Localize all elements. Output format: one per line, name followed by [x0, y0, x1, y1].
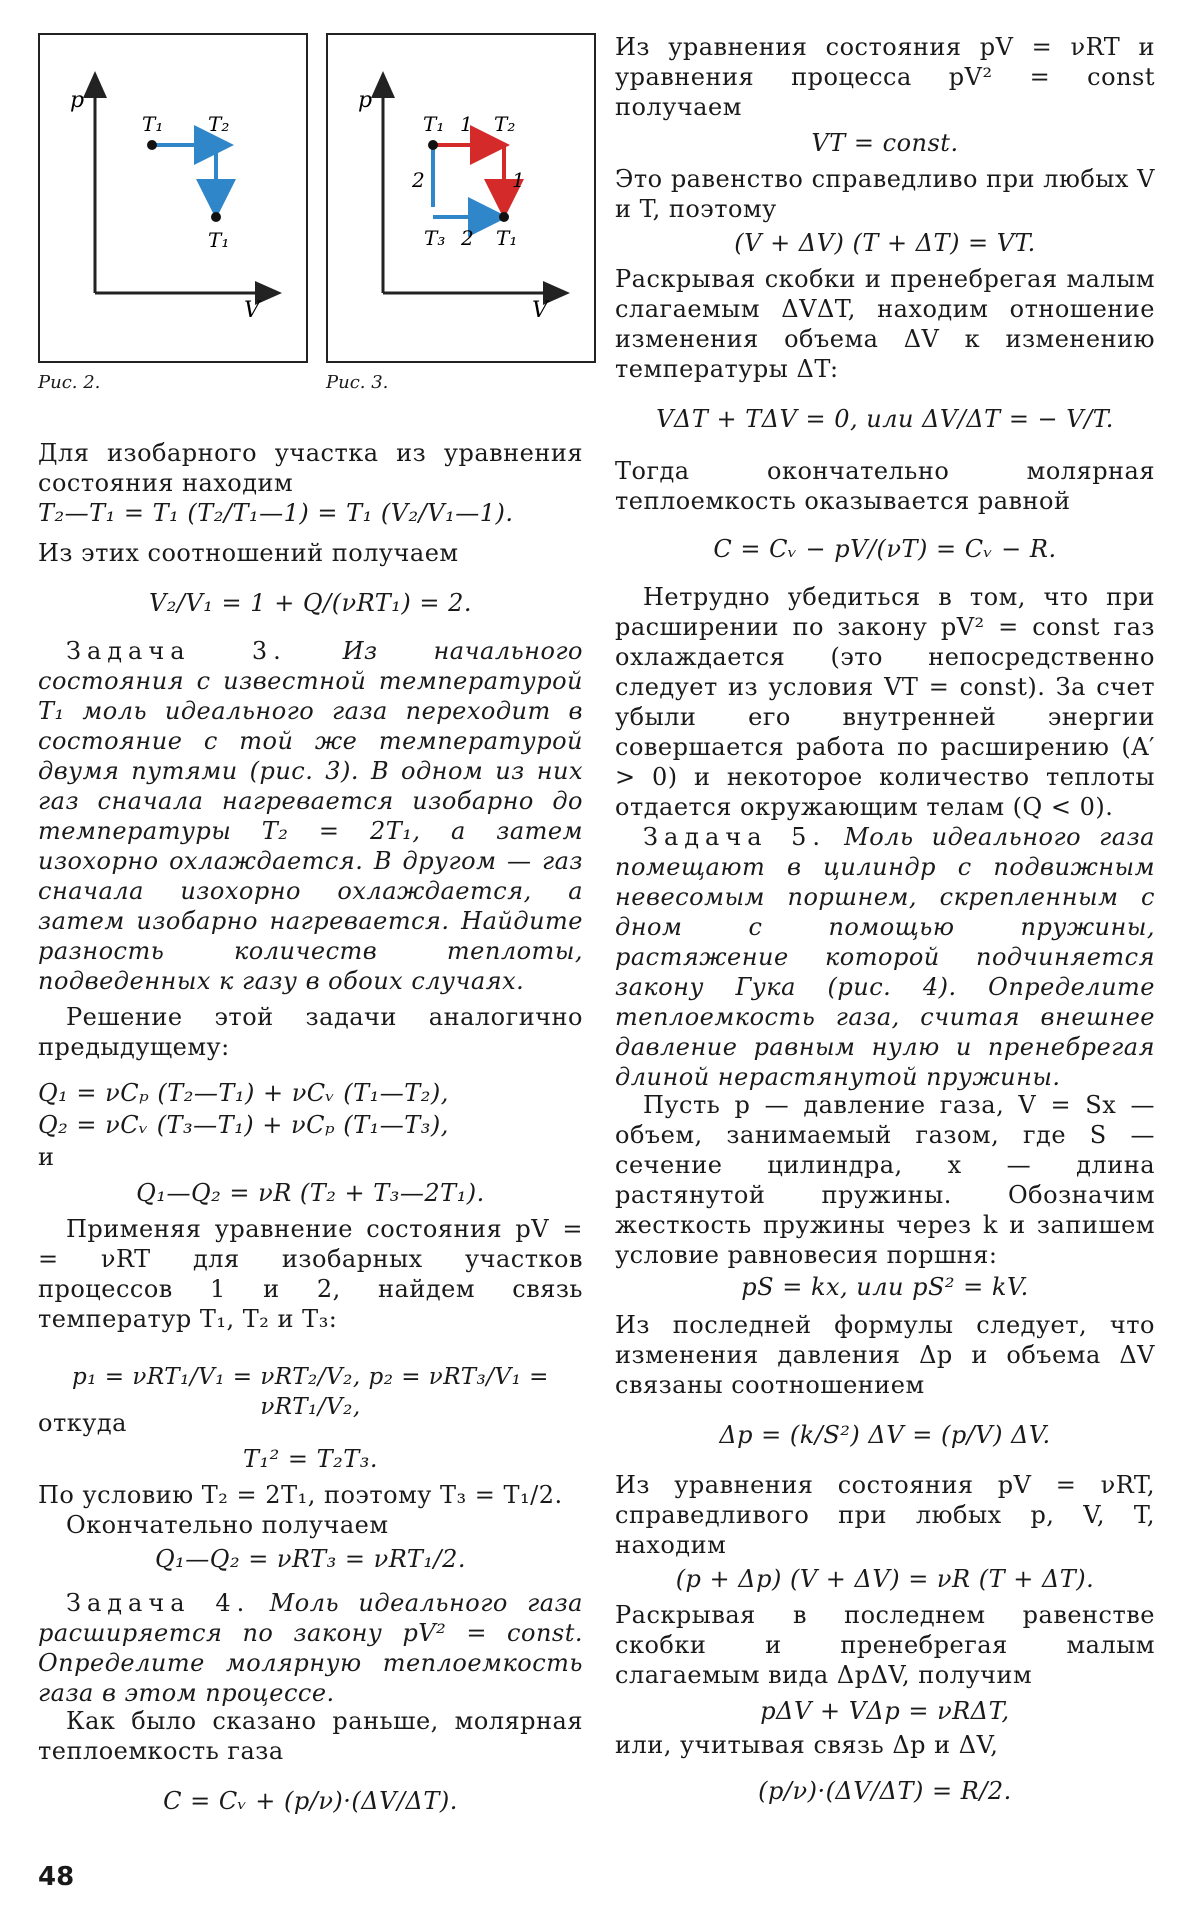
figure-2 — [38, 33, 308, 363]
task-5 — [615, 822, 1155, 1092]
text-paragraph: Из уравнения состояния pV = νRT и уравнения процесса pV² = const получаем — [615, 33, 1155, 121]
label-path1-right: 1 — [512, 168, 525, 192]
text-paragraph: Из последней формулы следует, что изменения давления Δp и объема ΔV связаны соотношением — [615, 1311, 1155, 1399]
text-paragraph: Для изобарного участка из уравнения состояния находим — [38, 439, 583, 497]
equation: V₂/V₁ = 1 + Q/(νRT₁) = 2. — [148, 589, 473, 617]
equation: (V + ΔV) (T + ΔT) = VT. — [734, 229, 1036, 257]
equation: Q₁—Q₂ = νRT₃ = νRT₁/2. — [154, 1545, 467, 1573]
task-label: Задача 5. — [643, 823, 827, 851]
task-4 — [38, 1588, 583, 1708]
point-t1-end — [211, 212, 221, 222]
text-paragraph: Это равенство справедливо при любых V и T, поэтому — [615, 165, 1155, 223]
task-text: Моль идеального газа помещают в цилиндр с подвижным невесомым поршнем, скрепленным с дном с помощью пружины, растяжение которой подчиняется закону Гука (рис. 4). Определите теплоемкость газа, считая внешнее давление равным нулю и пренебрегая длиной нерастянутой пружины. — [615, 823, 1155, 1091]
equation: C = Cᵥ − pV/(νT) = Cᵥ − R. — [713, 535, 1057, 563]
text-paragraph: или, учитывая связь Δp и ΔV, — [615, 1731, 999, 1759]
text-paragraph: Как было сказано раньше, молярная теплоемкость газа — [38, 1707, 583, 1765]
point-start — [428, 140, 438, 150]
label-t1: T₁ — [423, 112, 445, 136]
text-word: и — [38, 1143, 55, 1171]
figure-2-graph — [40, 35, 306, 361]
figure-3-caption: Рис. 3. — [326, 372, 389, 393]
equation: pS = kx, или pS² = kV. — [741, 1273, 1029, 1301]
text-paragraph: Тогда окончательно молярная теплоемкость оказывается равной — [615, 457, 1155, 515]
page-number: 48 — [38, 1862, 75, 1892]
text-paragraph: Раскрывая скобки и пренебрегая малым слагаемым ΔVΔT, находим отношение изменения объема ΔV к изменению температуры ΔT: — [615, 265, 1155, 383]
text-paragraph: Нетрудно убедиться в том, что при расширении по закону pV² = const газ охлаждается (это непосредственно следует из условия VT = const). За счет убыли его внутренней энергии совершается работа по расширению (A′ > 0) и некоторое количество теплоты отдается окружающим телам (Q < 0). — [615, 583, 1155, 821]
label-t1-bottom: T₁ — [208, 228, 230, 252]
figure-2-caption: Рис. 2. — [38, 372, 101, 393]
text-paragraph: Раскрывая в последнем равенстве скобки и пренебрегая малым слагаемым вида ΔpΔV, получим — [615, 1601, 1155, 1689]
task-label: Задача 4. — [66, 1589, 251, 1617]
label-path1-top: 1 — [460, 112, 473, 136]
equation: T₁² = T₂T₃. — [242, 1445, 378, 1473]
text-paragraph: Пусть p — давление газа, V = Sx — объем, занимаемый газом, где S — сечение цилиндра, x — длина растянутой пружины. Обозначим жесткость пружины через k и запишем условие равновесия поршня: — [615, 1091, 1155, 1269]
label-path2-bottom: 2 — [461, 226, 474, 250]
equation: VΔT + TΔV = 0, или ΔV/ΔT = − V/T. — [656, 405, 1114, 433]
text-paragraph: Решение этой задачи аналогично предыдущему: — [38, 1003, 583, 1061]
axis-v-label: V — [244, 298, 260, 323]
label-t1-br: T₁ — [496, 226, 518, 250]
equation: (p/ν)·(ΔV/ΔT) = R/2. — [758, 1777, 1012, 1805]
equation: p₁ = νRT₁/V₁ = νRT₂/V₂, p₂ = νRT₃/V₁ = νRT₁/V₂, — [72, 1364, 549, 1420]
task-label: Задача 3. — [66, 637, 287, 665]
equation: VT = const. — [811, 129, 959, 157]
axis-v-label: V — [532, 298, 548, 323]
point-t1-start — [147, 140, 157, 150]
equation: (p + Δp) (V + ΔV) = νR (T + ΔT). — [675, 1565, 1095, 1593]
equation: Q₁—Q₂ = νR (T₂ + T₃—2T₁). — [136, 1179, 485, 1207]
axis-p-label: p — [70, 88, 85, 113]
equation: pΔV + VΔp = νRΔT, — [760, 1697, 1010, 1725]
equation: C = Cᵥ + (p/ν)·(ΔV/ΔT). — [163, 1787, 458, 1815]
task-3 — [38, 636, 583, 996]
text-paragraph: Окончательно получаем — [66, 1511, 389, 1539]
label-t2: T₂ — [494, 112, 516, 136]
figure-3-graph — [328, 35, 594, 361]
equation: Q₁ = νCₚ (T₂—T₁) + νCᵥ (T₁—T₂), — [38, 1079, 449, 1107]
label-path2-left: 2 — [412, 168, 425, 192]
axis-p-label: p — [358, 88, 373, 113]
text-word: откуда — [38, 1409, 127, 1437]
equation: T₂—T₁ = T₁ (T₂/T₁—1) = T₁ (V₂/V₁—1). — [38, 499, 514, 527]
point-end — [499, 212, 509, 222]
task-text: Моль идеального газа расширяется по закону pV² = const. Определите молярную теплоемкость газа в этом процессе. — [38, 1589, 583, 1707]
text-paragraph: По условию T₂ = 2T₁, поэтому T₃ = T₁/2. — [38, 1481, 563, 1509]
equation: Δp = (k/S²) ΔV = (p/V) ΔV. — [719, 1421, 1051, 1449]
task-text: Из начального состояния с известной температурой T₁ моль идеального газа переходит в состояние с той же температурой двумя путями (рис. 3). В одном из них газ сначала нагревается изобарно до температуры T₂ = 2T₁, а затем изохорно охлаждается. В другом — газ сначала изохорно охлаждается, а затем изобарно нагревается. Найдите разность количеств теплоты, подведенных к газу в обоих случаях. — [38, 637, 583, 995]
label-t3: T₃ — [424, 226, 446, 250]
figure-3 — [326, 33, 596, 363]
equation: Q₂ = νCᵥ (T₃—T₁) + νCₚ (T₁—T₃), — [38, 1111, 449, 1139]
text-paragraph: Из этих соотношений получаем — [38, 539, 459, 567]
label-t1-top: T₁ — [142, 112, 164, 136]
label-t2: T₂ — [208, 112, 230, 136]
text-paragraph: Применяя уравнение состояния pV = = νRT для изобарных участков процессов 1 и 2, найдем связь температур T₁, T₂ и T₃: — [38, 1215, 583, 1333]
text-paragraph: Из уравнения состояния pV = νRT, справедливого при любых p, V, T, находим — [615, 1471, 1155, 1559]
